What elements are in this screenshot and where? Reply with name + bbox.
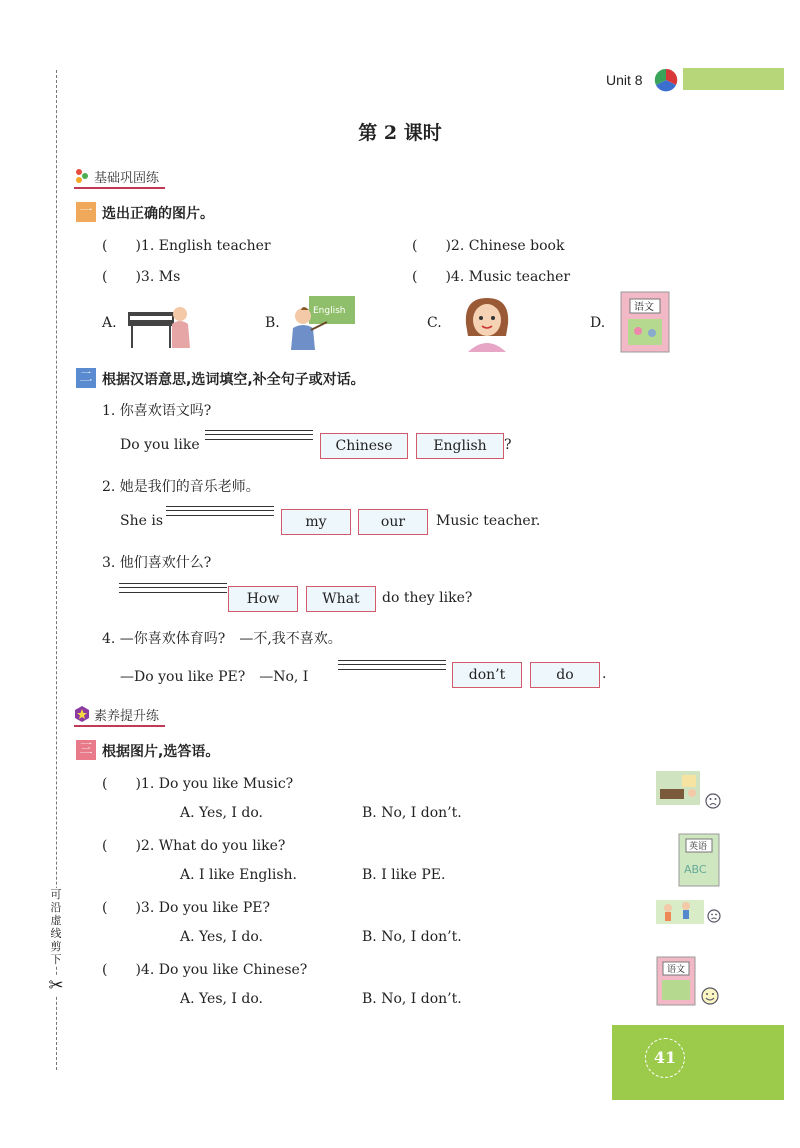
answer-blank-1[interactable] — [205, 430, 313, 440]
option-d-label: D. — [590, 315, 606, 331]
q3-item-1-option-a[interactable]: A. Yes, I do. — [180, 805, 263, 821]
answer-blank-3[interactable] — [119, 583, 227, 593]
q3-item-1-option-b[interactable]: B. No, I don’t. — [362, 805, 462, 821]
question-2-instruction: 根据汉语意思,选词填空,补全句子或对话。 — [102, 372, 365, 388]
choice-dont[interactable]: don’t — [452, 662, 522, 688]
page-title: 第 2 课时 — [358, 122, 442, 144]
option-b-label: B. — [265, 315, 280, 331]
option-a-label: A. — [102, 315, 117, 331]
q2-item-1-suffix: ? — [504, 437, 512, 453]
q1-item-1: ( )1. English teacher — [102, 238, 271, 254]
board-text: English — [313, 306, 346, 316]
english-teacher-image — [287, 294, 357, 352]
choice-my[interactable]: my — [281, 509, 351, 535]
q2-item-4-suffix: . — [602, 666, 607, 682]
piano-teacher-image — [124, 294, 194, 352]
question-number-2: 二 — [76, 368, 96, 388]
q1-item-3: ( )3. Ms — [102, 269, 181, 285]
scissors-icon: ✂ — [44, 975, 68, 996]
question-number-3: 三 — [76, 740, 96, 760]
question-1-instruction: 选出正确的图片。 — [102, 206, 214, 222]
pe-class-image — [656, 896, 722, 930]
chinese-book-title: 语文 — [667, 965, 686, 975]
color-wheel-icon — [654, 68, 678, 92]
question-3-instruction: 根据图片,选答语。 — [102, 744, 220, 760]
q3-item-1: ( )1. Do you like Music? — [102, 776, 294, 792]
unit-label: Unit 8 — [606, 72, 643, 88]
q2-item-2-prefix: She is — [120, 513, 164, 529]
book-title-text: 语文 — [634, 302, 654, 313]
cut-hint: 可沿虚线剪下 — [47, 888, 65, 966]
choice-english[interactable]: English — [416, 433, 504, 459]
choice-what[interactable]: What — [306, 586, 376, 612]
english-book-image — [678, 833, 720, 887]
q2-item-3-suffix: do they like? — [382, 590, 473, 606]
q2-item-1-prefix: Do you like — [120, 437, 200, 453]
q1-item-4: ( )4. Music teacher — [412, 269, 571, 285]
choice-chinese[interactable]: Chinese — [320, 433, 408, 459]
choice-how[interactable]: How — [228, 586, 298, 612]
q2-item-2-suffix: Music teacher. — [436, 513, 541, 529]
answer-blank-2[interactable] — [166, 506, 274, 516]
q2-item-2-chinese: 2. 她是我们的音乐老师。 — [102, 479, 260, 495]
choice-do[interactable]: do — [530, 662, 600, 688]
woman-image — [460, 294, 514, 354]
q3-item-4: ( )4. Do you like Chinese? — [102, 962, 308, 978]
choice-our[interactable]: our — [358, 509, 428, 535]
english-book-title: 英语 — [689, 842, 708, 852]
q3-item-4-option-a[interactable]: A. Yes, I do. — [180, 991, 263, 1007]
question-number-1: 一 — [76, 202, 96, 222]
q2-item-4-prefix: —Do you like PE? —No, I — [120, 669, 309, 685]
q3-item-4-option-b[interactable]: B. No, I don’t. — [362, 991, 462, 1007]
q3-item-3: ( )3. Do you like PE? — [102, 900, 270, 916]
music-class-image — [656, 771, 722, 811]
chinese-book-image — [620, 291, 670, 353]
section-badge-basic: 基础巩固练 — [74, 167, 165, 189]
q2-item-1-chinese: 1. 你喜欢语文吗? — [102, 403, 212, 419]
section-badge-advanced: 素养提升练 — [74, 705, 165, 727]
q2-item-4-chinese: 4. —你喜欢体育吗? —不,我不喜欢。 — [102, 631, 342, 647]
unit-bar — [683, 68, 784, 90]
page-number: 41 — [645, 1038, 685, 1078]
option-c-label: C. — [427, 315, 442, 331]
q3-item-3-option-b[interactable]: B. No, I don’t. — [362, 929, 462, 945]
chinese-book-smile-image — [656, 956, 722, 1008]
q3-item-3-option-a[interactable]: A. Yes, I do. — [180, 929, 263, 945]
q1-item-2: ( )2. Chinese book — [412, 238, 565, 254]
q3-item-2: ( )2. What do you like? — [102, 838, 286, 854]
q2-item-3-chinese: 3. 他们喜欢什么? — [102, 555, 212, 571]
page-footer-bar — [612, 1025, 784, 1100]
q3-item-2-option-b[interactable]: B. I like PE. — [362, 867, 446, 883]
answer-blank-4[interactable] — [338, 660, 446, 670]
english-book-letters: ABC — [684, 863, 707, 876]
q3-item-2-option-a[interactable]: A. I like English. — [180, 867, 297, 883]
